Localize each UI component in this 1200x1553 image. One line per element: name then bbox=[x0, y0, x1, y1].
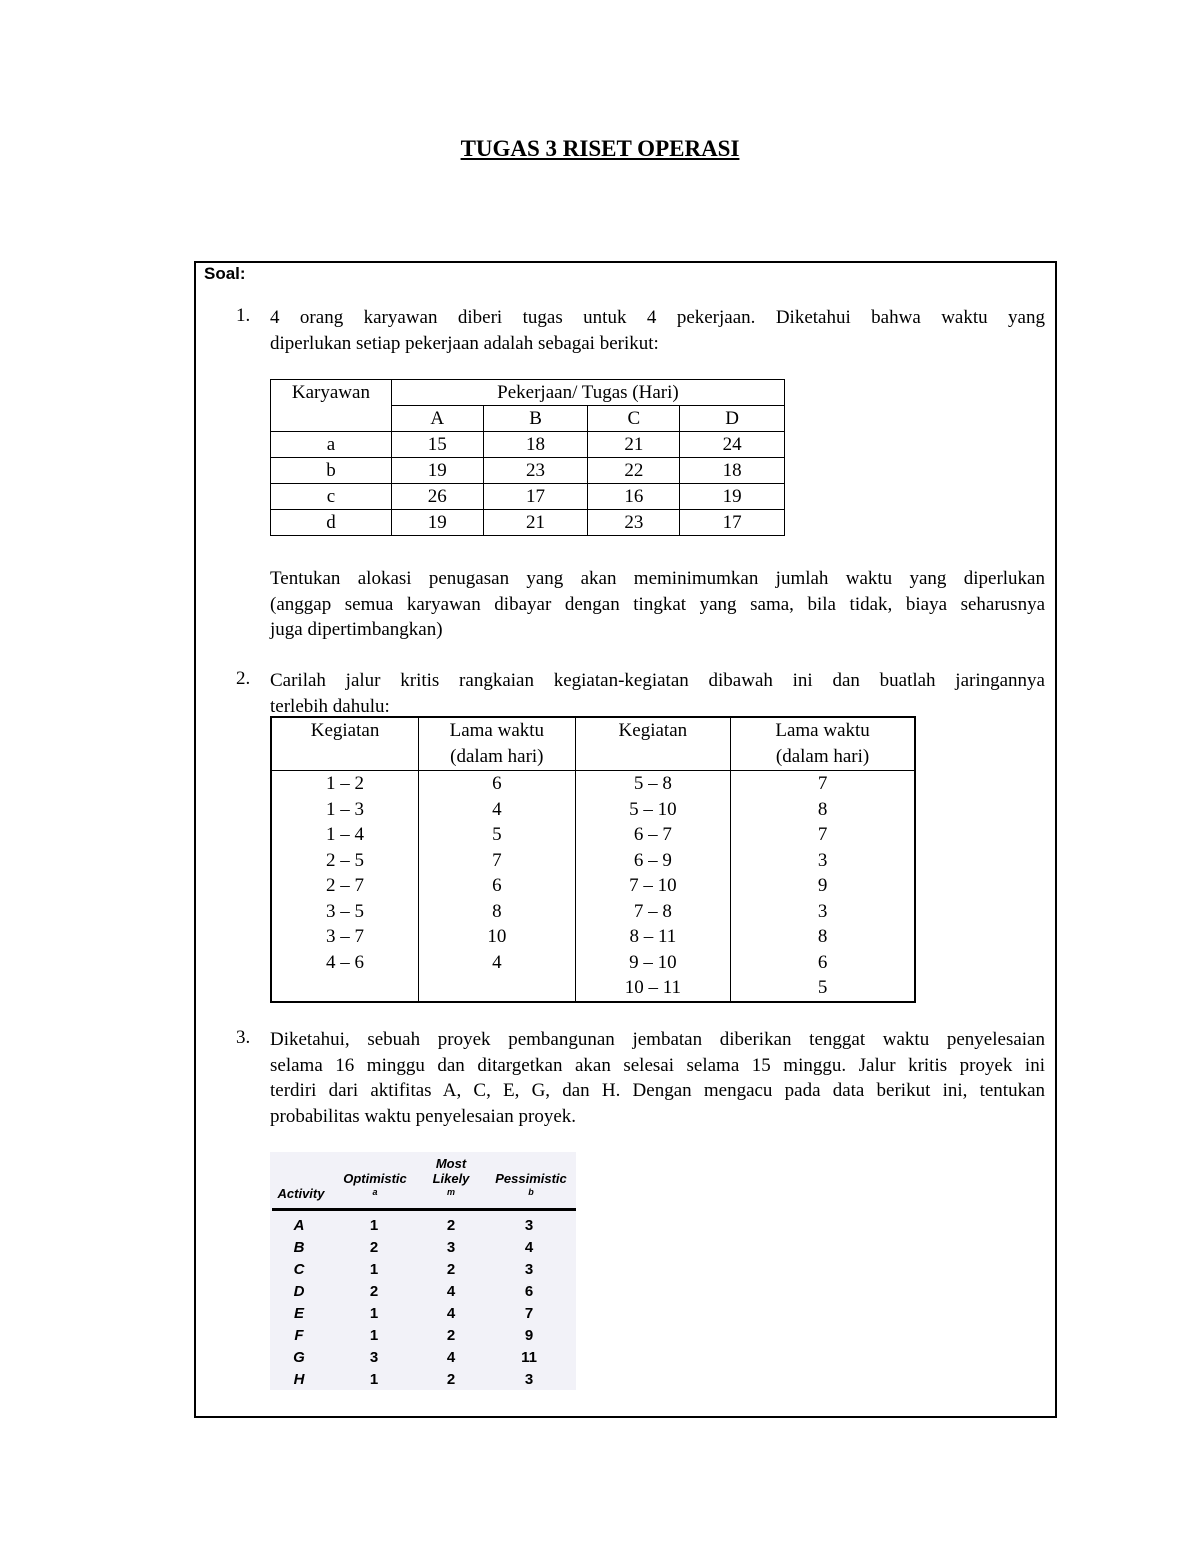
activity-cell: A bbox=[293, 1216, 305, 1234]
lama-header-line1: Lama waktu bbox=[449, 720, 545, 741]
kegiatan-cell: 1 – 4 bbox=[271, 822, 419, 848]
activity-cell: B bbox=[293, 1238, 305, 1256]
kegiatan-header-right: Kegiatan bbox=[575, 717, 731, 771]
optimistic-symbol: a bbox=[372, 1187, 378, 1197]
lama-cell: 4 bbox=[419, 797, 575, 823]
kegiatan-cell: 1 – 3 bbox=[271, 797, 419, 823]
table-cell: 18 bbox=[483, 432, 588, 458]
pessimistic-cell: 3 bbox=[524, 1260, 534, 1278]
kegiatan-cell: 2 – 7 bbox=[271, 873, 419, 899]
column-header: C bbox=[588, 406, 680, 432]
likely-cell: 3 bbox=[446, 1238, 456, 1256]
table-row bbox=[271, 924, 915, 950]
pessimistic-cell: 7 bbox=[524, 1304, 534, 1322]
kegiatan-cell: 8 – 11 bbox=[575, 924, 731, 950]
table-cell: 19 bbox=[391, 458, 483, 484]
optimistic-cell: 1 bbox=[369, 1326, 379, 1344]
pessimistic-label: Pessimistic bbox=[495, 1171, 567, 1186]
table-cell: 21 bbox=[588, 432, 680, 458]
row-name: b bbox=[271, 458, 392, 484]
table-cell: 24 bbox=[680, 432, 785, 458]
table-cell: 23 bbox=[588, 510, 680, 536]
lama-cell: 10 bbox=[419, 924, 575, 950]
likely-cell: 4 bbox=[446, 1304, 456, 1322]
lama-cell: 6 bbox=[731, 950, 915, 976]
lama-cell: 9 bbox=[731, 873, 915, 899]
table-cell: 16 bbox=[588, 484, 680, 510]
q3-text-line3: terdiri dari aktifitas A, C, E, G, dan H. Dengan mengacu pada data berikut ini, tentukan bbox=[270, 1080, 1045, 1101]
lama-cell: 7 bbox=[731, 771, 915, 797]
lama-cell: 6 bbox=[419, 873, 575, 899]
activity-cell: D bbox=[293, 1282, 305, 1300]
table-row bbox=[271, 432, 785, 458]
karyawan-header: Karyawan bbox=[271, 380, 392, 432]
row-name: a bbox=[271, 432, 392, 458]
most-label: Most bbox=[435, 1156, 467, 1171]
optimistic-cell: 1 bbox=[369, 1370, 379, 1388]
table-row bbox=[271, 458, 785, 484]
kegiatan-cell: 3 – 7 bbox=[271, 924, 419, 950]
activity-duration-table bbox=[270, 716, 916, 1003]
table-row bbox=[271, 975, 915, 1002]
lama-cell: 5 bbox=[419, 822, 575, 848]
kegiatan-cell: 7 – 10 bbox=[575, 873, 731, 899]
q3-text-line4: probabilitas waktu penyelesaian proyek. bbox=[270, 1105, 577, 1127]
q1-number: 1. bbox=[236, 305, 251, 326]
optimistic-cell: 1 bbox=[369, 1304, 379, 1322]
lama-cell bbox=[419, 975, 575, 1002]
q1-instruction-line1: Tentukan alokasi penugasan yang akan meminimumkan jumlah waktu yang diperlukan bbox=[270, 568, 1045, 589]
lama-cell: 5 bbox=[731, 975, 915, 1002]
table-row bbox=[271, 950, 915, 976]
q3-text-line2: selama 16 minggu dan ditargetkan akan selesai selama 15 minggu. Jalur kritis proyek ini bbox=[270, 1054, 1045, 1076]
q1-instruction-line2: (anggap semua karyawan dibayar dengan tingkat yang sama, bila tidak, biaya seharusnya bbox=[270, 593, 1045, 615]
table-cell: 22 bbox=[588, 458, 680, 484]
table-cell: 19 bbox=[680, 484, 785, 510]
pessimistic-cell: 3 bbox=[524, 1370, 534, 1388]
kegiatan-header-left: Kegiatan bbox=[271, 717, 419, 771]
lama-cell: 3 bbox=[731, 899, 915, 925]
table-row bbox=[270, 1236, 576, 1258]
optimistic-cell: 1 bbox=[369, 1216, 379, 1234]
lama-cell: 8 bbox=[731, 924, 915, 950]
activity-cell: C bbox=[293, 1260, 305, 1278]
activity-cell: F bbox=[294, 1326, 304, 1344]
q1-text bbox=[270, 305, 1045, 356]
column-header: B bbox=[483, 406, 588, 432]
table-row bbox=[270, 1258, 576, 1280]
likely-cell: 2 bbox=[446, 1326, 456, 1344]
optimistic-cell: 2 bbox=[369, 1282, 379, 1300]
table-row bbox=[270, 1214, 576, 1236]
lama-cell: 6 bbox=[419, 771, 575, 797]
lama-header-line2: (dalam hari) bbox=[775, 745, 870, 767]
optimistic-cell: 3 bbox=[369, 1348, 379, 1366]
q3-text bbox=[270, 1027, 1045, 1129]
activity-cell: G bbox=[293, 1348, 305, 1366]
header-divider bbox=[272, 1208, 576, 1211]
lama-cell: 7 bbox=[419, 848, 575, 874]
kegiatan-cell: 3 – 5 bbox=[271, 899, 419, 925]
pessimistic-cell: 11 bbox=[521, 1348, 537, 1366]
table-row bbox=[271, 848, 915, 874]
activity-cell: E bbox=[293, 1304, 304, 1322]
lama-cell: 4 bbox=[419, 950, 575, 976]
q1-instruction bbox=[270, 566, 1045, 643]
kegiatan-cell: 1 – 2 bbox=[271, 771, 419, 797]
table-row bbox=[271, 822, 915, 848]
pessimistic-symbol: b bbox=[528, 1187, 534, 1197]
pessimistic-cell: 6 bbox=[524, 1282, 534, 1300]
activity-header: Activity bbox=[277, 1186, 325, 1201]
lama-cell: 8 bbox=[419, 899, 575, 925]
table-cell: 21 bbox=[483, 510, 588, 536]
optimistic-label: Optimistic bbox=[343, 1171, 407, 1186]
q3-number: 3. bbox=[236, 1027, 251, 1048]
kegiatan-cell: 6 – 9 bbox=[575, 848, 731, 874]
pessimistic-cell: 4 bbox=[524, 1238, 534, 1256]
q1-instruction-line3: juga dipertimbangkan) bbox=[270, 619, 443, 640]
kegiatan-cell: 4 – 6 bbox=[271, 950, 419, 976]
table-header-row bbox=[271, 717, 915, 771]
likely-label: Likely bbox=[432, 1171, 470, 1186]
q3-text-line1: Diketahui, sebuah proyek pembangunan jembatan diberikan tenggat waktu penyelesaian bbox=[270, 1029, 1045, 1050]
pessimistic-cell: 3 bbox=[524, 1216, 534, 1234]
kegiatan-cell: 9 – 10 bbox=[575, 950, 731, 976]
kegiatan-cell: 5 – 10 bbox=[575, 797, 731, 823]
lama-header-left bbox=[419, 717, 575, 771]
q2-number: 2. bbox=[236, 668, 251, 689]
activity-cell: H bbox=[293, 1370, 305, 1388]
table-row bbox=[271, 797, 915, 823]
lama-header-line2: (dalam hari) bbox=[450, 745, 544, 767]
table-row bbox=[271, 510, 785, 536]
q2-text-line1: Carilah jalur kritis rangkaian kegiatan-kegiatan dibawah ini dan buatlah jaringannya bbox=[270, 670, 1045, 691]
kegiatan-cell bbox=[271, 975, 419, 1002]
assignment-table bbox=[270, 379, 785, 536]
table-cell: 17 bbox=[680, 510, 785, 536]
lama-cell: 7 bbox=[731, 822, 915, 848]
optimistic-cell: 1 bbox=[369, 1260, 379, 1278]
table-row bbox=[271, 484, 785, 510]
table-cell: 23 bbox=[483, 458, 588, 484]
lama-header-right bbox=[731, 717, 915, 771]
pessimistic-header bbox=[486, 1171, 576, 1198]
q2-text bbox=[270, 668, 1045, 719]
lama-header-line1: Lama waktu bbox=[775, 720, 870, 741]
row-name: c bbox=[271, 484, 392, 510]
q2-text-line2: terlebih dahulu: bbox=[270, 695, 390, 717]
kegiatan-cell: 2 – 5 bbox=[271, 848, 419, 874]
table-cell: 26 bbox=[391, 484, 483, 510]
table-row bbox=[270, 1280, 576, 1302]
likely-cell: 2 bbox=[446, 1370, 456, 1388]
table-cell: 17 bbox=[483, 484, 588, 510]
table-row bbox=[271, 873, 915, 899]
column-header: A bbox=[391, 406, 483, 432]
soal-label: Soal: bbox=[204, 264, 246, 283]
table-cell: 18 bbox=[680, 458, 785, 484]
table-cell: 19 bbox=[391, 510, 483, 536]
table-row bbox=[270, 1324, 576, 1346]
pert-rows bbox=[270, 1214, 576, 1390]
row-name: d bbox=[271, 510, 392, 536]
kegiatan-cell: 5 – 8 bbox=[575, 771, 731, 797]
pert-estimates-table bbox=[270, 1152, 576, 1390]
column-header: D bbox=[680, 406, 785, 432]
document-title: TUGAS 3 RISET OPERASI bbox=[460, 136, 740, 161]
table-row bbox=[270, 1346, 576, 1368]
likely-symbol: m bbox=[446, 1187, 455, 1197]
pekerjaan-header: Pekerjaan/ Tugas (Hari) bbox=[391, 380, 784, 406]
table-row bbox=[271, 771, 915, 797]
most-likely-header bbox=[420, 1156, 482, 1198]
table-row bbox=[270, 1368, 576, 1390]
optimistic-cell: 2 bbox=[369, 1238, 379, 1256]
optimistic-header bbox=[334, 1171, 416, 1198]
kegiatan-cell: 7 – 8 bbox=[575, 899, 731, 925]
table-row bbox=[270, 1302, 576, 1324]
lama-cell: 3 bbox=[731, 848, 915, 874]
lama-cell: 8 bbox=[731, 797, 915, 823]
pessimistic-cell: 9 bbox=[524, 1326, 534, 1344]
likely-cell: 4 bbox=[446, 1282, 456, 1300]
table-cell: 15 bbox=[391, 432, 483, 458]
kegiatan-cell: 10 – 11 bbox=[575, 975, 731, 1002]
q1-text-line1: 4 orang karyawan diberi tugas untuk 4 pekerjaan. Diketahui bahwa waktu yang bbox=[270, 307, 1045, 328]
likely-cell: 2 bbox=[446, 1260, 456, 1278]
q1-text-line2: diperlukan setiap pekerjaan adalah sebagai berikut: bbox=[270, 332, 659, 354]
likely-cell: 2 bbox=[446, 1216, 456, 1234]
likely-cell: 4 bbox=[446, 1348, 456, 1366]
kegiatan-cell: 6 – 7 bbox=[575, 822, 731, 848]
table-row bbox=[271, 899, 915, 925]
